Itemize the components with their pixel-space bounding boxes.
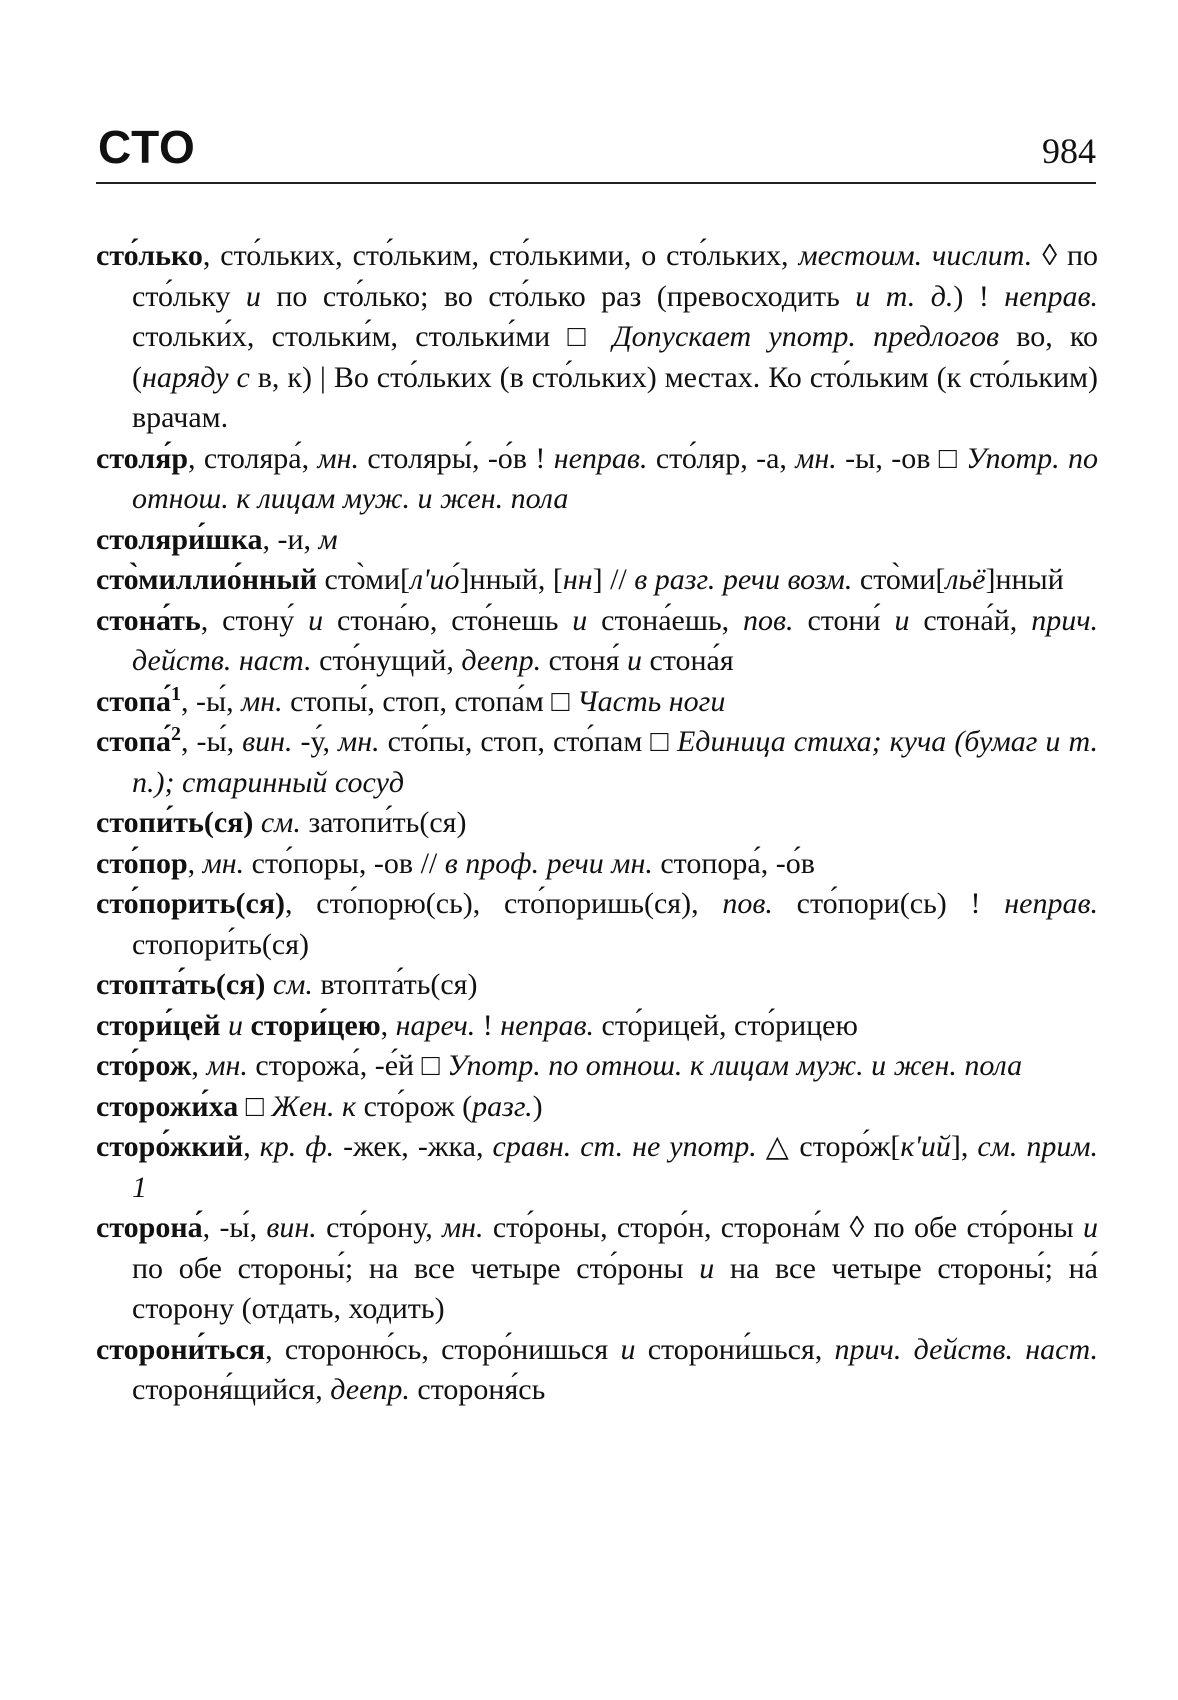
page-header [96, 118, 1096, 184]
headword: стопта́ть(ся) [96, 968, 266, 1001]
headword: столя́р [96, 441, 189, 475]
headword: сто̀миллио́нный [96, 563, 318, 596]
grammar-note: Допускает употр. предлогов [612, 320, 1000, 353]
entry-text: стоня́ [541, 644, 627, 677]
entry-text: ]нный [985, 563, 1064, 596]
entry-text: сторожа́, -е́й □ [247, 1049, 448, 1082]
headword: сто́лько [96, 239, 203, 272]
grammar-note: л'ио́ [410, 563, 460, 596]
entry-text: ], [950, 1130, 978, 1163]
grammar-note: мн. [241, 684, 283, 718]
entry-text: , -и, [262, 522, 319, 556]
entry-text: на все четыре стороны́; на́ сторону (отдать, ходить) [132, 1251, 1098, 1325]
grammar-note: неправ. [553, 441, 648, 475]
grammar-note: к'ий [900, 1130, 951, 1163]
headword: сто́пор [96, 846, 188, 880]
grammar-note: льё [945, 563, 986, 596]
entry-text: , стороню́сь, сторо́нишься [265, 1332, 621, 1366]
grammar-note: местоим. числит. [798, 239, 1033, 272]
entry-text: стороня́сь [409, 1373, 546, 1406]
headword: сто́рож [96, 1049, 192, 1082]
grammar-note: мн. [317, 441, 360, 475]
entry-text: , [191, 1049, 207, 1082]
entry-text: сто́рож ( [356, 1089, 473, 1123]
grammar-note: нареч. [395, 1008, 476, 1042]
entry-text: , -ы́, [180, 684, 242, 718]
grammar-note: неправ. [1004, 887, 1098, 920]
entry-text: затопи́ть(ся) [300, 806, 467, 839]
entry-text: ] // [592, 563, 635, 596]
headword: сторожи́ха [96, 1089, 239, 1123]
grammar-note: Употр. по отнош. к лицам муж. и жен. пола [132, 441, 1098, 515]
dictionary-entry [96, 1330, 1098, 1411]
entry-text: стопора́, -о́в [652, 846, 815, 880]
grammar-note: наряду с [142, 360, 250, 394]
entry-text: сторони́шься, [635, 1332, 835, 1366]
headword: стори́цей [96, 1008, 221, 1042]
grammar-note: и т. д. [855, 279, 954, 313]
entry-text: сто́пы, стоп, сто́пам □ [379, 725, 677, 758]
entry-text: стопы́, стоп, стопа́м □ [282, 684, 577, 718]
headword: стопа́ [96, 725, 171, 758]
headword: сто́порить(ся) [96, 887, 286, 920]
entry-text: , [380, 1008, 396, 1042]
headword: столяри́шка [96, 522, 263, 556]
grammar-note: Употр. по отнош. к лицам муж. и жен. пола [447, 1049, 1023, 1082]
entry-text: ◊ по сто́льку [132, 239, 1098, 313]
entry-text: сто́поры, -ов // [244, 846, 445, 880]
entry-text: сто́ляр, -а, [647, 441, 796, 475]
page-number: 984 [1042, 131, 1096, 171]
grammar-note: неправ. [1004, 279, 1099, 313]
grammar-note: неправ. [500, 1008, 595, 1042]
dictionary-entry [96, 236, 1098, 439]
entry-text: во, ко ( [132, 320, 1098, 394]
entry-text: , [243, 1130, 260, 1163]
entry-text: , сто́льких, сто́льким, сто́лькими, о сто́льких, [202, 239, 799, 272]
entry-text: стона́я [641, 644, 734, 677]
dictionary-entry [96, 965, 1098, 1006]
entry-text: стона́ю, сто́нешь [323, 603, 573, 637]
grammar-note: см. [253, 806, 301, 839]
grammar-note: мн. [795, 441, 837, 475]
dictionary-entry [96, 1006, 1098, 1047]
headword: сторони́ться [96, 1332, 266, 1366]
grammar-note: Жен. к [271, 1089, 357, 1123]
grammar-note: кр. ф. [259, 1130, 335, 1163]
grammar-note: и [1083, 1211, 1098, 1244]
grammar-note: мн. [202, 846, 245, 880]
entry-text: стопори́ть(ся) [132, 927, 310, 961]
headword: сторона́ [96, 1211, 203, 1244]
grammar-note: и [572, 603, 588, 637]
grammar-note: и [626, 644, 642, 677]
entry-text: ! [475, 1008, 501, 1042]
grammar-note: и [620, 1332, 636, 1366]
entry-text: по обе стороны́; на все четыре сто́роны [132, 1251, 700, 1285]
entry-text: сто́нущий, [311, 644, 462, 677]
grammar-note: мн. [442, 1211, 484, 1244]
entry-text: сто́пори(сь) ! [772, 887, 1005, 920]
dictionary-entry [96, 1046, 1098, 1087]
dictionary-entry [96, 803, 1098, 844]
homonym-index: 1 [170, 682, 181, 705]
grammar-note: и [894, 603, 910, 637]
grammar-note: в проф. речи мн. [444, 846, 653, 880]
grammar-note: см. [265, 968, 313, 1001]
grammar-note: прич. действ. наст. [132, 603, 1098, 677]
grammar-note: вин. [266, 1211, 317, 1244]
grammar-note: мн. [338, 725, 380, 758]
dictionary-entry [96, 722, 1098, 803]
dictionary-entry [96, 1208, 1098, 1330]
entry-text: сто̀ми[ [317, 563, 411, 596]
entry-text: стона́й, [909, 603, 1032, 637]
grammar-note: в разг. речи возм. [634, 563, 853, 596]
grammar-note: и [245, 279, 261, 313]
dictionary-entry [96, 520, 1098, 561]
grammar-note: и [308, 603, 324, 637]
entry-text: , -ы́, [202, 1211, 267, 1244]
grammar-note: Часть ноги [576, 684, 726, 718]
grammar-note: пов. [743, 603, 794, 637]
grammar-note: м [318, 522, 338, 556]
dictionary-entry [96, 1087, 1098, 1128]
headword: стори́цею [250, 1008, 381, 1042]
entry-text: , -ы́, [180, 725, 243, 758]
guide-word: СТО [98, 121, 196, 173]
entry-text: сто́рону, [316, 1211, 443, 1244]
grammar-note: нн [562, 563, 593, 596]
grammar-note: Единица стиха; куча (бумаг и т. п.); старинный сосуд [132, 725, 1098, 799]
grammar-note: разг. [472, 1089, 533, 1123]
entry-text: втопта́ть(ся) [312, 968, 478, 1001]
dictionary-entries [96, 236, 1098, 1411]
dictionary-entry [96, 844, 1098, 885]
grammar-note: и [220, 1008, 251, 1042]
entry-text: , столяра́, [188, 441, 318, 475]
entry-text: , сто́порю(сь), сто́поришь(ся), [285, 887, 723, 920]
entry-text: сто́роны, сторо́н, сторона́м ◊ по обе сто́роны [483, 1211, 1083, 1244]
entry-text: стольки́х, стольки́м, стольки́ми □ [132, 320, 613, 353]
entry-text: в, к) | Во сто́льких (в сто́льких) местах. Ко сто́льким (к сто́льким) врачам. [132, 360, 1098, 434]
grammar-note: см. прим. 1 [132, 1130, 1099, 1204]
grammar-note: деепр. [330, 1373, 410, 1406]
entry-text: по сто́лько; во сто́лько раз (превосходить [260, 279, 856, 313]
grammar-note: и [699, 1251, 715, 1285]
entry-text: -у́, [292, 725, 339, 758]
entry-text: □ [238, 1089, 272, 1123]
entry-text: -ы, -ов □ [836, 441, 967, 475]
dictionary-entry [96, 560, 1098, 601]
entry-text: , [187, 846, 203, 880]
dictionary-entry [96, 439, 1098, 520]
headword: стона́ть [96, 603, 201, 637]
entry-text: ) ! [953, 279, 1005, 313]
entry-text: ) [532, 1089, 543, 1123]
entry-text: △ сторо́ж[ [756, 1130, 901, 1163]
entry-text: , стону́ [200, 603, 309, 637]
entry-text: стони́ [793, 603, 895, 637]
entry-text: -жек, -жка, [334, 1130, 493, 1163]
grammar-note: сравн. ст. не употр. [492, 1130, 757, 1163]
entry-text: сто̀ми[ [852, 563, 946, 596]
entry-text: стона́ешь, [587, 603, 744, 637]
dictionary-entry [96, 601, 1098, 682]
entry-text: сто́рицей, сто́рицею [594, 1008, 858, 1042]
homonym-index: 2 [170, 723, 181, 745]
grammar-note: деепр. [461, 644, 542, 677]
dictionary-entry [96, 1127, 1098, 1208]
headword: стопа́ [96, 684, 171, 718]
headword: стопи́ть(ся) [96, 806, 254, 839]
entry-text: ]нный, [ [459, 563, 563, 596]
entry-text: столяры́, -о́в ! [359, 441, 554, 475]
grammar-note: пов. [722, 887, 773, 920]
entry-text: стороня́щийся, [132, 1373, 331, 1406]
dictionary-entry [96, 884, 1098, 965]
grammar-note: вин. [242, 725, 293, 758]
dictionary-entry [96, 682, 1098, 723]
grammar-note: мн. [206, 1049, 248, 1082]
grammar-note: прич. действ. наст. [834, 1332, 1099, 1366]
headword: сторо́жкий [96, 1130, 244, 1163]
